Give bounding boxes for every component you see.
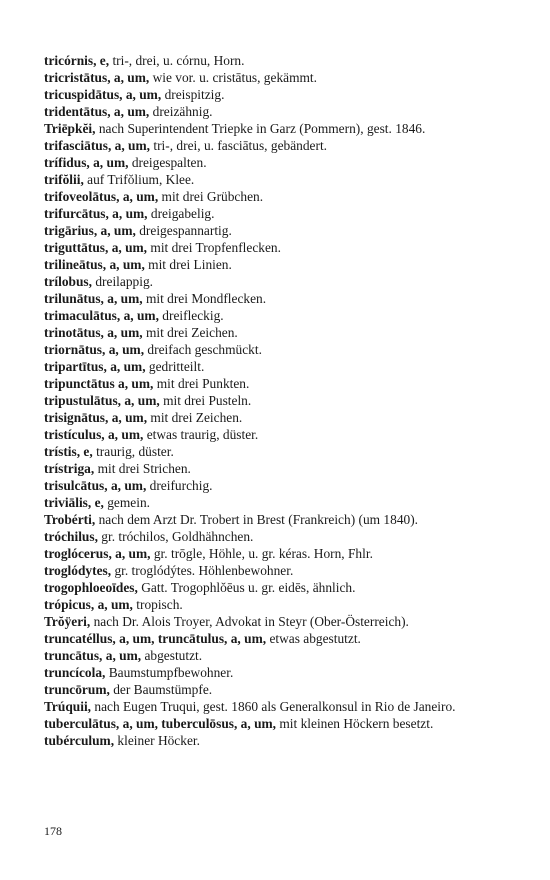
entry-headword: tricuspidātus, a, um,: [44, 87, 162, 102]
entry-definition: dreifleckig.: [162, 308, 224, 323]
entry-headword: triguttātus, a, um,: [44, 240, 148, 255]
entry-headword: trístriga,: [44, 461, 95, 476]
entry-headword: truncātus, a, um,: [44, 648, 142, 663]
dictionary-entry: [44, 256, 474, 273]
entry-definition: mit drei Linien.: [148, 257, 232, 272]
entry-headword: truncatéllus, a, um, truncātulus, a, um,: [44, 631, 267, 646]
entry-headword: tricórnis, e,: [44, 53, 110, 68]
entry-headword: trilunātus, a, um,: [44, 291, 143, 306]
entry-headword: trílobus,: [44, 274, 92, 289]
entry-headword: trimaculātus, a, um,: [44, 308, 159, 323]
dictionary-entry: [44, 86, 474, 103]
entry-definition: nach dem Arzt Dr. Trobert in Brest (Frankreich) (um 1840).: [98, 512, 419, 527]
dictionary-entry: [44, 511, 474, 528]
dictionary-entry: [44, 392, 474, 409]
entry-definition: gedritteilt.: [148, 359, 205, 374]
entry-definition: Baumstumpfbewohner.: [108, 665, 234, 680]
entry-headword: tuberculātus, a, um, tuberculōsus, a, um,: [44, 716, 277, 731]
dictionary-entry: [44, 477, 474, 494]
entry-definition: nach Superintendent Triepke in Garz (Pommern), gest. 1846.: [98, 121, 426, 136]
dictionary-entry: [44, 222, 474, 239]
entry-definition: auf Trifŏlium, Klee.: [87, 172, 195, 187]
entry-definition: dreigespalten.: [131, 155, 207, 170]
entry-definition: gr. trōgle, Höhle, u. gr. kéras. Horn, Fhlr.: [153, 546, 373, 561]
entry-headword: Triēpkĕi,: [44, 121, 96, 136]
entry-headword: trifŏlii,: [44, 172, 84, 187]
entry-definition: dreilappig.: [95, 274, 153, 289]
entry-definition: mit drei Zeichen.: [150, 410, 243, 425]
dictionary-entry: [44, 52, 474, 69]
entry-headword: tripunctātus a, um,: [44, 376, 154, 391]
dictionary-entry: [44, 528, 474, 545]
dictionary-entry: [44, 324, 474, 341]
entry-definition: nach Eugen Truqui, gest. 1860 als Generalkonsul in Rio de Janeiro.: [94, 699, 456, 714]
dictionary-entry: [44, 562, 474, 579]
entry-definition: wie vor. u. cristātus, gekämmt.: [152, 70, 317, 85]
dictionary-entry: [44, 290, 474, 307]
dictionary-entry: [44, 647, 474, 664]
entry-headword: trístis, e,: [44, 444, 93, 459]
dictionary-entry: [44, 341, 474, 358]
entry-definition: mit drei Pusteln.: [163, 393, 252, 408]
entry-definition: mit drei Strichen.: [97, 461, 191, 476]
entry-headword: trogophloeoīdes,: [44, 580, 138, 595]
dictionary-entry: [44, 681, 474, 698]
entry-definition: abgestutzt.: [144, 648, 203, 663]
entry-definition: gr. tróchilos, Goldhähnchen.: [101, 529, 254, 544]
entry-headword: trifoveolātus, a, um,: [44, 189, 159, 204]
entry-headword: troglódytes,: [44, 563, 112, 578]
dictionary-entry: [44, 154, 474, 171]
entry-definition: mit kleinen Höckern besetzt.: [279, 716, 434, 731]
entry-headword: tricristātus, a, um,: [44, 70, 150, 85]
entry-definition: dreispitzig.: [164, 87, 225, 102]
entry-headword: tripartītus, a, um,: [44, 359, 146, 374]
entry-headword: trifasciātus, a, um,: [44, 138, 151, 153]
entry-definition: tri-, drei, u. fasciātus, gebändert.: [153, 138, 328, 153]
dictionary-entry: [44, 545, 474, 562]
entry-definition: kleiner Höcker.: [117, 733, 200, 748]
entry-headword: trisulcātus, a, um,: [44, 478, 147, 493]
entry-headword: Trobérti,: [44, 512, 96, 527]
entry-definition: dreifach geschmückt.: [147, 342, 262, 357]
entry-definition: mit drei Tropfenflecken.: [150, 240, 281, 255]
dictionary-page: [44, 52, 474, 749]
entry-definition: mit drei Zeichen.: [145, 325, 238, 340]
entry-headword: tripustulātus, a, um,: [44, 393, 160, 408]
dictionary-entry: [44, 273, 474, 290]
entry-definition: Gatt. Trogophlŏēus u. gr. eidēs, ähnlich.: [141, 580, 356, 595]
entry-definition: mit drei Grübchen.: [161, 189, 264, 204]
dictionary-entry: [44, 409, 474, 426]
entry-definition: tropisch.: [136, 597, 183, 612]
dictionary-entry: [44, 494, 474, 511]
entry-definition: dreifurchig.: [149, 478, 213, 493]
entry-headword: tróchilus,: [44, 529, 98, 544]
entry-headword: truncōrum,: [44, 682, 110, 697]
entry-definition: mit drei Punkten.: [156, 376, 250, 391]
dictionary-entry: [44, 358, 474, 375]
dictionary-entry: [44, 120, 474, 137]
entry-definition: traurig, düster.: [96, 444, 174, 459]
entry-headword: trilineātus, a, um,: [44, 257, 145, 272]
entry-headword: Trúquii,: [44, 699, 92, 714]
dictionary-entry: [44, 188, 474, 205]
entry-headword: triornātus, a, um,: [44, 342, 145, 357]
entry-definition: tri-, drei, u. córnu, Horn.: [112, 53, 245, 68]
dictionary-entry: [44, 307, 474, 324]
dictionary-entry: [44, 460, 474, 477]
dictionary-entry: [44, 426, 474, 443]
entry-definition: mit drei Mondflecken.: [145, 291, 267, 306]
dictionary-entry: [44, 664, 474, 681]
entry-headword: triviālis, e,: [44, 495, 104, 510]
entry-definition: etwas traurig, düster.: [146, 427, 259, 442]
entry-definition: dreizähnig.: [152, 104, 213, 119]
dictionary-entry: [44, 375, 474, 392]
entry-list: [44, 52, 474, 749]
entry-definition: etwas abgestutzt.: [269, 631, 361, 646]
dictionary-entry: [44, 630, 474, 647]
dictionary-entry: [44, 103, 474, 120]
entry-headword: trigārius, a, um,: [44, 223, 136, 238]
dictionary-entry: [44, 613, 474, 630]
dictionary-entry: [44, 715, 474, 732]
dictionary-entry: [44, 596, 474, 613]
entry-headword: trifurcātus, a, um,: [44, 206, 148, 221]
dictionary-entry: [44, 732, 474, 749]
entry-headword: tubérculum,: [44, 733, 115, 748]
entry-definition: gemein.: [107, 495, 150, 510]
entry-headword: tridentātus, a, um,: [44, 104, 150, 119]
dictionary-entry: [44, 137, 474, 154]
page-number: 178: [44, 824, 62, 838]
entry-headword: trífidus, a, um,: [44, 155, 129, 170]
dictionary-entry: [44, 698, 474, 715]
entry-headword: troglócerus, a, um,: [44, 546, 151, 561]
entry-definition: der Baumstümpfe.: [113, 682, 213, 697]
entry-definition: nach Dr. Alois Troyer, Advokat in Steyr (Ober-Österreich).: [93, 614, 409, 629]
dictionary-entry: [44, 443, 474, 460]
entry-definition: dreigespannartig.: [139, 223, 232, 238]
entry-definition: dreigabelig.: [150, 206, 215, 221]
entry-headword: trisignātus, a, um,: [44, 410, 148, 425]
dictionary-entry: [44, 171, 474, 188]
entry-headword: trinotātus, a, um,: [44, 325, 143, 340]
dictionary-entry: [44, 69, 474, 86]
entry-headword: trópicus, a, um,: [44, 597, 133, 612]
entry-headword: tristículus, a, um,: [44, 427, 144, 442]
entry-headword: Trŏÿeri,: [44, 614, 91, 629]
entry-definition: gr. troglódýtes. Höhlenbewohner.: [114, 563, 294, 578]
dictionary-entry: [44, 205, 474, 222]
entry-headword: truncícola,: [44, 665, 106, 680]
dictionary-entry: [44, 239, 474, 256]
dictionary-entry: [44, 579, 474, 596]
